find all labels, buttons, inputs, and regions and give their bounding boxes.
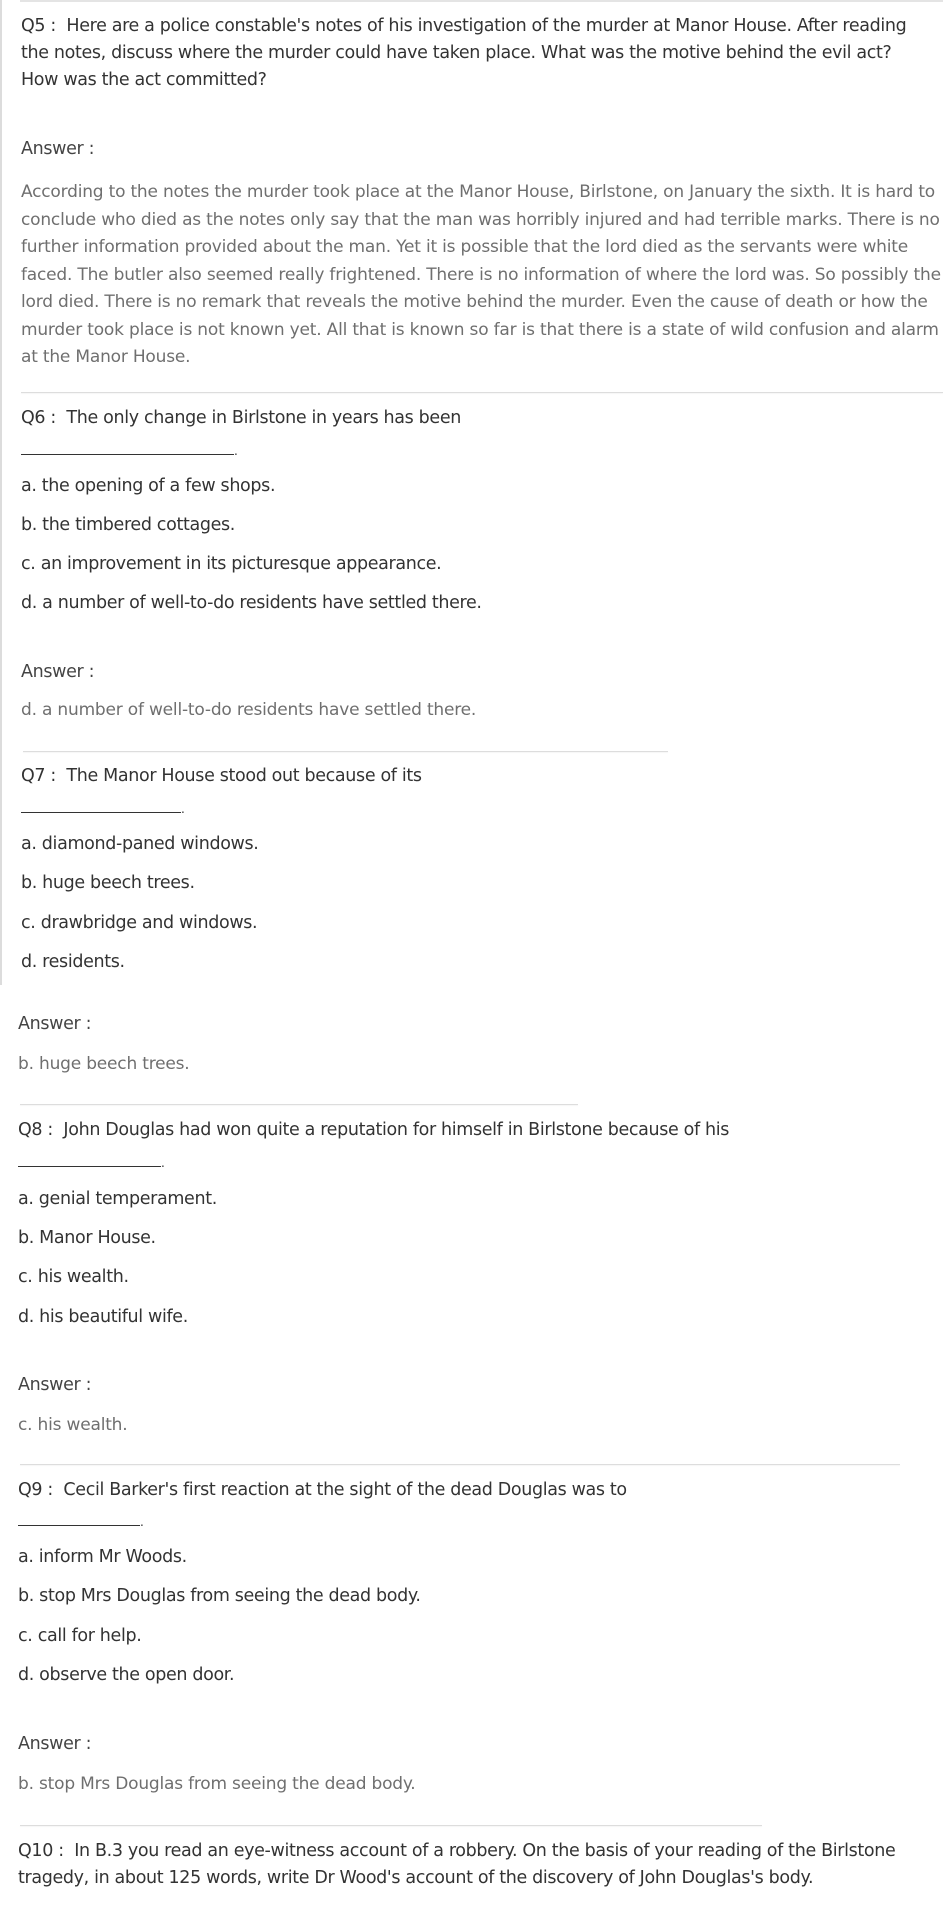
question-q10 (18, 1838, 923, 1892)
question-q6 (21, 405, 461, 432)
option-d: d. a number of well-to-do residents have settled there. (21, 593, 482, 613)
answer-blank: . (21, 798, 185, 817)
option-c: c. call for help. (18, 1626, 142, 1646)
answer-text: c. his wealth. (18, 1415, 128, 1435)
option-a: a. diamond-paned windows. (21, 834, 259, 854)
question-prefix: Q10 : (18, 1841, 64, 1861)
option-d: d. residents. (21, 952, 125, 972)
question-prefix: Q5 : (21, 16, 56, 36)
question-q9 (18, 1477, 627, 1504)
answer-text: b. huge beech trees. (18, 1054, 190, 1074)
question-body: John Douglas had won quite a reputation for himself in Birlstone because of his (63, 1120, 730, 1140)
question-body: The Manor House stood out because of its (66, 766, 422, 786)
question-text (18, 1838, 923, 1892)
answer-blank: . (18, 1511, 144, 1530)
question-prefix: Q7 : (21, 766, 56, 786)
option-d: d. observe the open door. (18, 1665, 235, 1685)
option-c: c. an improvement in its picturesque appearance. (21, 554, 442, 574)
top-divider (20, 0, 943, 2)
answer-blank: . (18, 1152, 165, 1171)
question-prefix: Q8 : (18, 1120, 53, 1140)
question-body: Here are a police constable's notes of his investigation of the murder at Manor House. After reading the notes, discuss where the murder could have taken place. What was the motive behind the evil act? How was the act committed? (21, 16, 907, 90)
answer-blank: . (21, 440, 238, 459)
separator (20, 1464, 900, 1465)
separator (20, 1104, 578, 1105)
question-q7 (21, 763, 422, 790)
answer-text: d. a number of well-to-do residents have settled there. (21, 700, 477, 720)
option-b: b. huge beech trees. (21, 873, 195, 893)
option-a: a. the opening of a few shops. (21, 476, 276, 496)
separator (20, 1825, 762, 1826)
option-c: c. drawbridge and windows. (21, 913, 258, 933)
left-border (0, 0, 2, 985)
option-d: d. his beautiful wife. (18, 1307, 188, 1327)
question-body: The only change in Birlstone in years has been (66, 408, 461, 428)
separator (23, 751, 668, 752)
answer-label: Answer : (18, 1014, 92, 1034)
question-body: In B.3 you read an eye-witness account of a robbery. On the basis of your reading of the Birlstone tragedy, in about 125 words, write Dr Wood's account of the discovery of John Douglas's body. (18, 1841, 896, 1888)
option-a: a. genial temperament. (18, 1189, 217, 1209)
question-q5 (21, 13, 926, 94)
question-prefix: Q9 : (18, 1480, 53, 1500)
answer-label: Answer : (21, 662, 95, 682)
option-a: a. inform Mr Woods. (18, 1547, 187, 1567)
option-b: b. stop Mrs Douglas from seeing the dead body. (18, 1586, 421, 1606)
option-c: c. his wealth. (18, 1267, 129, 1287)
separator (21, 392, 943, 393)
answer-text: b. stop Mrs Douglas from seeing the dead body. (18, 1774, 416, 1794)
question-body: Cecil Barker's first reaction at the sight of the dead Douglas was to (63, 1480, 627, 1500)
question-text (21, 13, 926, 94)
option-b: b. Manor House. (18, 1228, 156, 1248)
question-prefix: Q6 : (21, 408, 56, 428)
answer-label: Answer : (18, 1734, 92, 1754)
question-q8 (18, 1117, 729, 1144)
answer-label: Answer : (18, 1375, 92, 1395)
answer-text: According to the notes the murder took place at the Manor House, Birlstone, on January the sixth. It is hard to conclude who died as the notes only say that the man was horribly injured and had terrible marks. There is no further information provided about the man. Yet it is possible that the lord died as the servants were white faced. The butler also seemed really frightened. There is no information of where the lord was. So possibly the lord died. There is no remark that reveals the motive behind the murder. Even the cause of death or how the murder took place is not known yet. All that is known so far is that there is a state of wild confusion and alarm at the Manor House. (21, 182, 941, 367)
answer-label: Answer : (21, 139, 95, 159)
option-b: b. the timbered cottages. (21, 515, 235, 535)
